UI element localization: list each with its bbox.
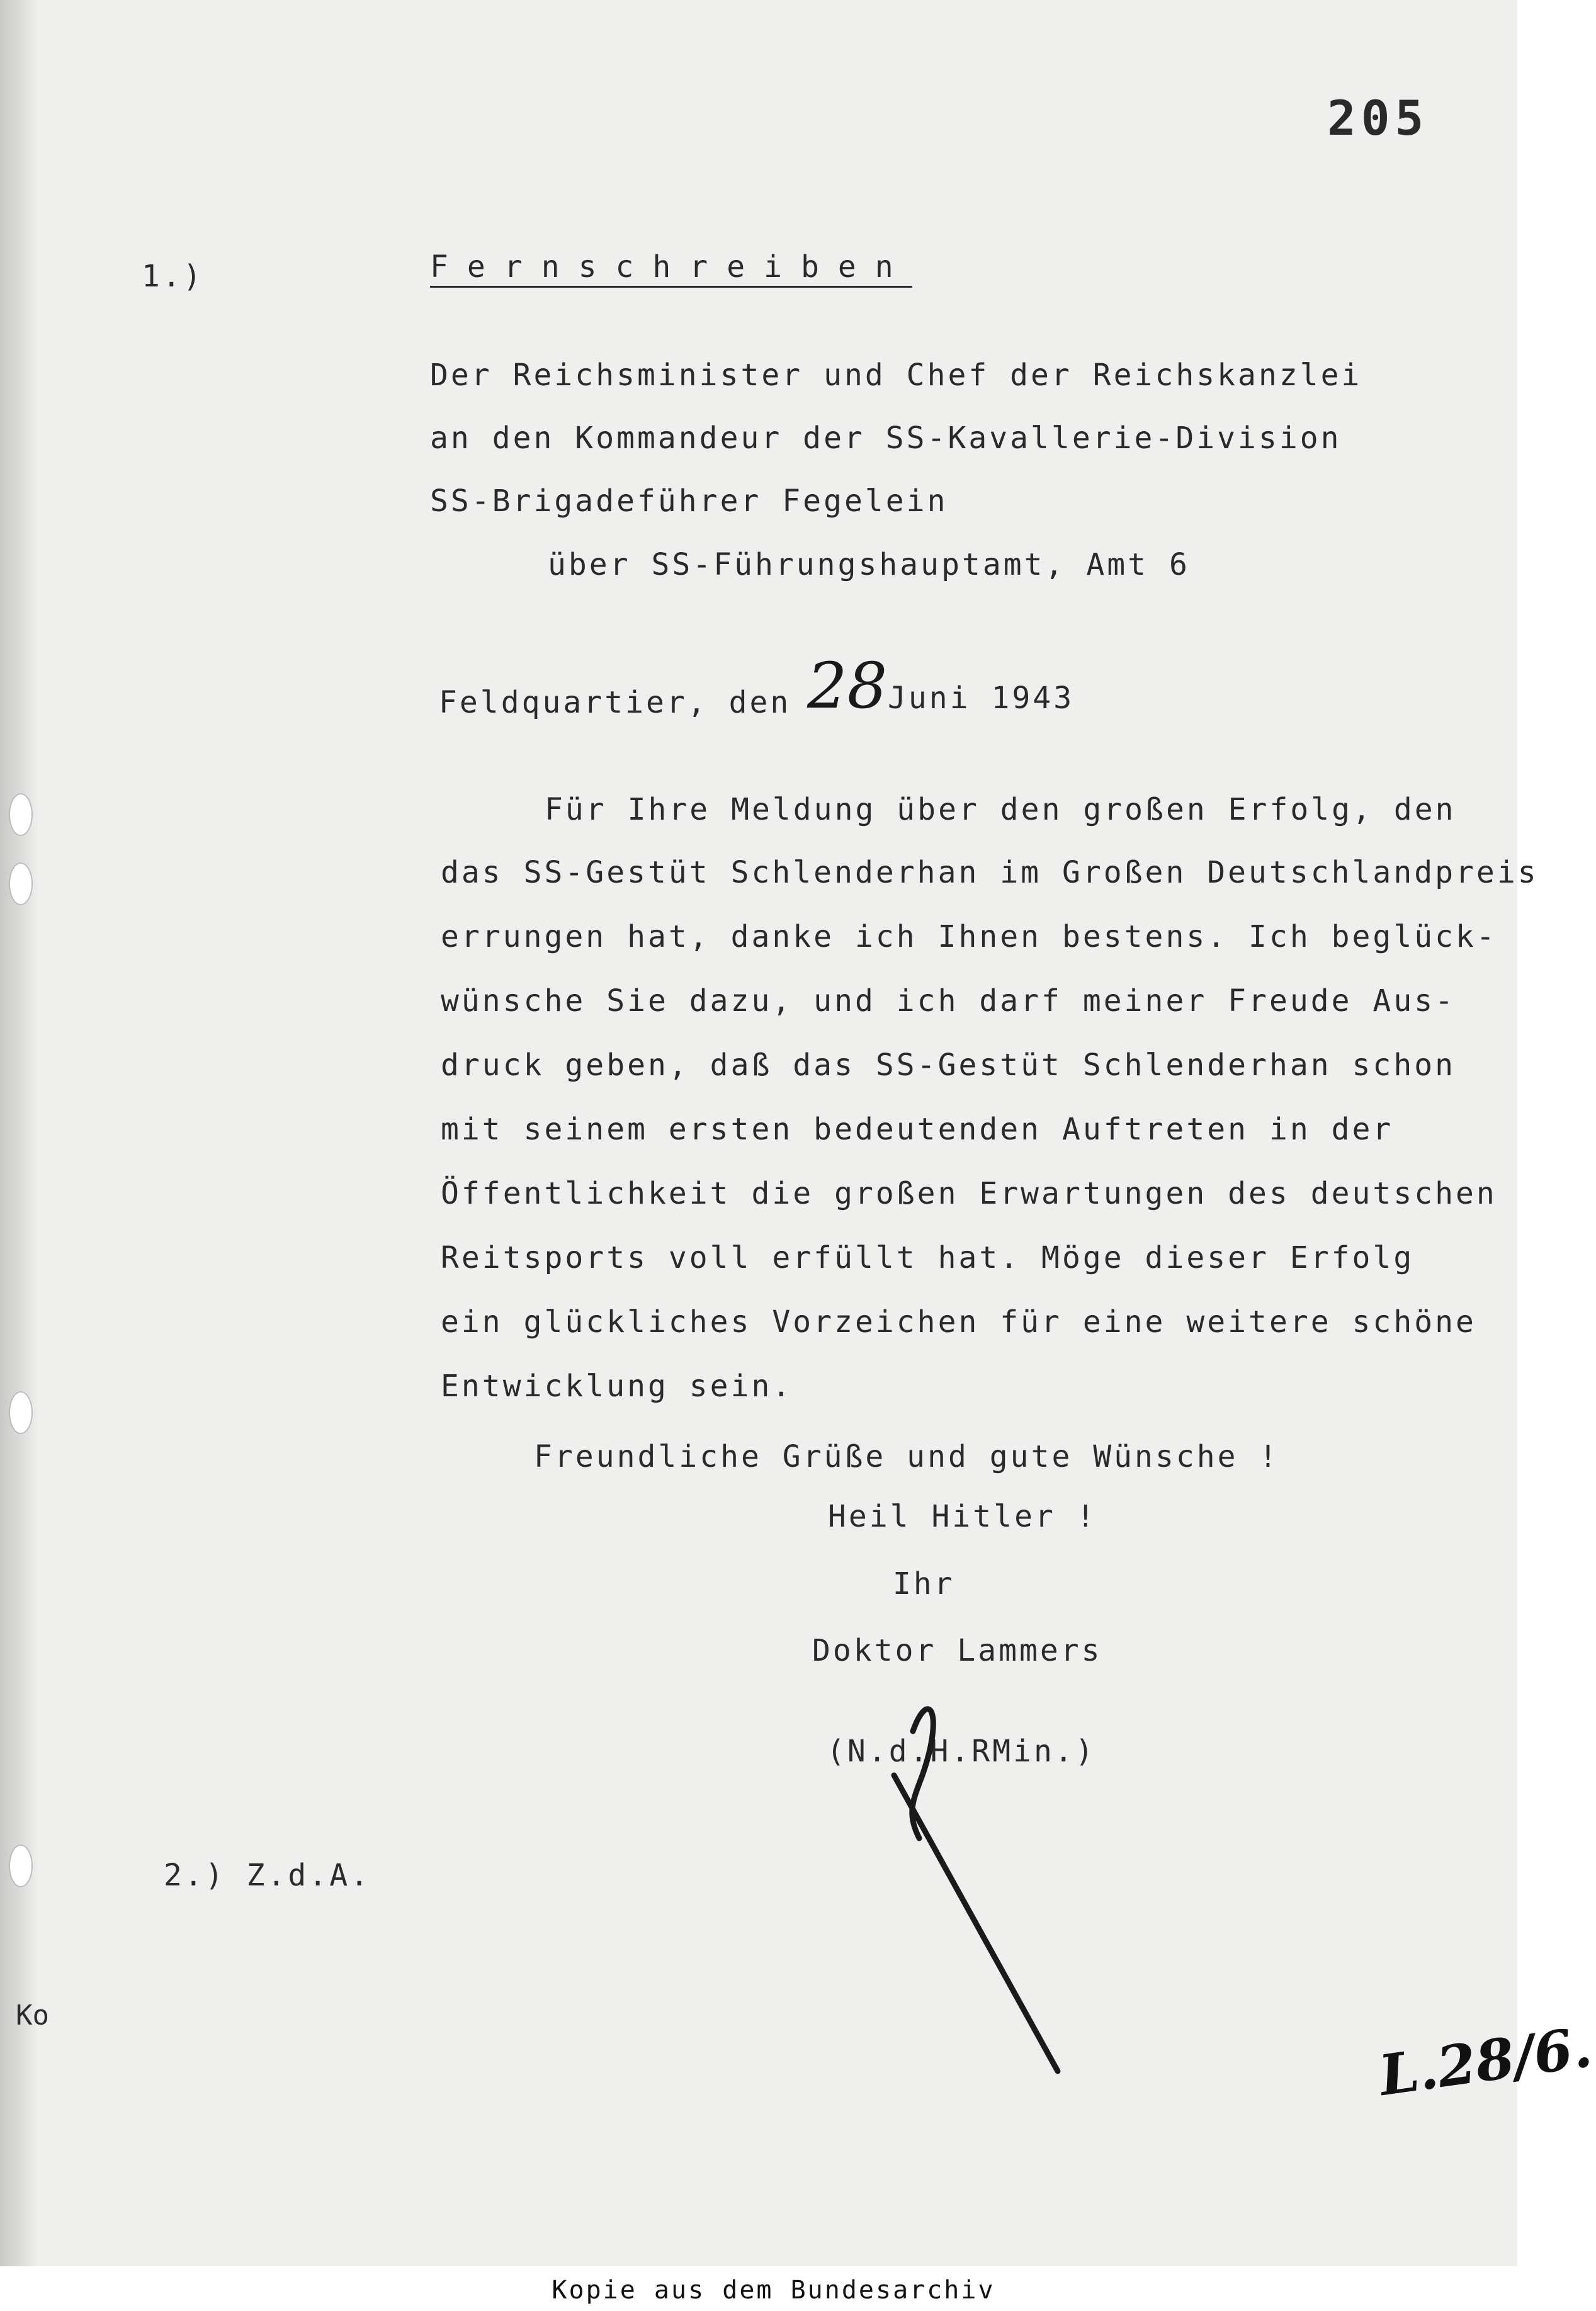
body-line: Reitsports voll erfüllt hat. Möge dieser Erfolg xyxy=(441,1240,1415,1275)
closing-salute: Heil Hitler ! xyxy=(828,1499,1097,1534)
signatory-note: (N.d.H.RMin.) xyxy=(827,1734,1096,1769)
handwritten-day: 28 xyxy=(807,649,888,723)
address-line: Der Reichsminister und Chef der Reichskanzlei xyxy=(430,358,1362,393)
body-line: Öffentlichkeit die großen Erwartungen des deutschen xyxy=(441,1176,1497,1211)
punch-hole xyxy=(9,1391,33,1434)
body-line: druck geben, daß das SS-Gestüt Schlenderhan schon xyxy=(441,1048,1456,1083)
body-line: Entwicklung sein. xyxy=(441,1369,793,1404)
document-heading: Fernschreiben xyxy=(430,249,912,285)
item-two-note: 2.) Z.d.A. xyxy=(164,1858,371,1893)
body-line: mit seinem ersten bedeutenden Auftreten in der xyxy=(441,1112,1394,1147)
binding-edge xyxy=(0,0,38,2266)
address-line: über SS-Führungshauptamt, Amt 6 xyxy=(548,547,1190,582)
address-line: an den Kommandeur der SS-Kavallerie-Division xyxy=(430,421,1342,456)
dateline-prefix: Feldquartier, den xyxy=(439,685,791,720)
dateline-suffix: Juni 1943 xyxy=(888,681,1075,716)
body-line: errungen hat, danke ich Ihnen bestens. Ich beglück- xyxy=(441,919,1497,954)
body-line: ein glückliches Vorzeichen für eine weitere schöne xyxy=(441,1304,1476,1340)
item-one-label: 1.) xyxy=(142,259,204,294)
punch-hole xyxy=(9,862,33,905)
initials-stroke xyxy=(869,1687,1070,2077)
page-number: 205 xyxy=(1327,90,1429,146)
archive-footer: Kopie aus dem Bundesarchiv xyxy=(552,2276,995,2305)
closing-greeting: Freundliche Grüße und gute Wünsche ! xyxy=(534,1439,1280,1474)
margin-mark: Ko xyxy=(16,1999,49,2031)
address-line: SS-Brigadeführer Fegelein xyxy=(430,483,948,519)
signatory-name: Doktor Lammers xyxy=(812,1633,1102,1668)
closing-ihr: Ihr xyxy=(893,1566,955,1602)
handwritten-mark: L.28/6. xyxy=(1375,2013,1596,2109)
body-line: wünsche Sie dazu, und ich darf meiner Freude Aus- xyxy=(441,983,1456,1019)
body-line: das SS-Gestüt Schlenderhan im Großen Deutschlandpreis xyxy=(441,855,1539,890)
punch-hole xyxy=(9,793,33,836)
punch-hole xyxy=(9,1845,33,1887)
body-line: Für Ihre Meldung über den großen Erfolg, den xyxy=(545,792,1456,827)
